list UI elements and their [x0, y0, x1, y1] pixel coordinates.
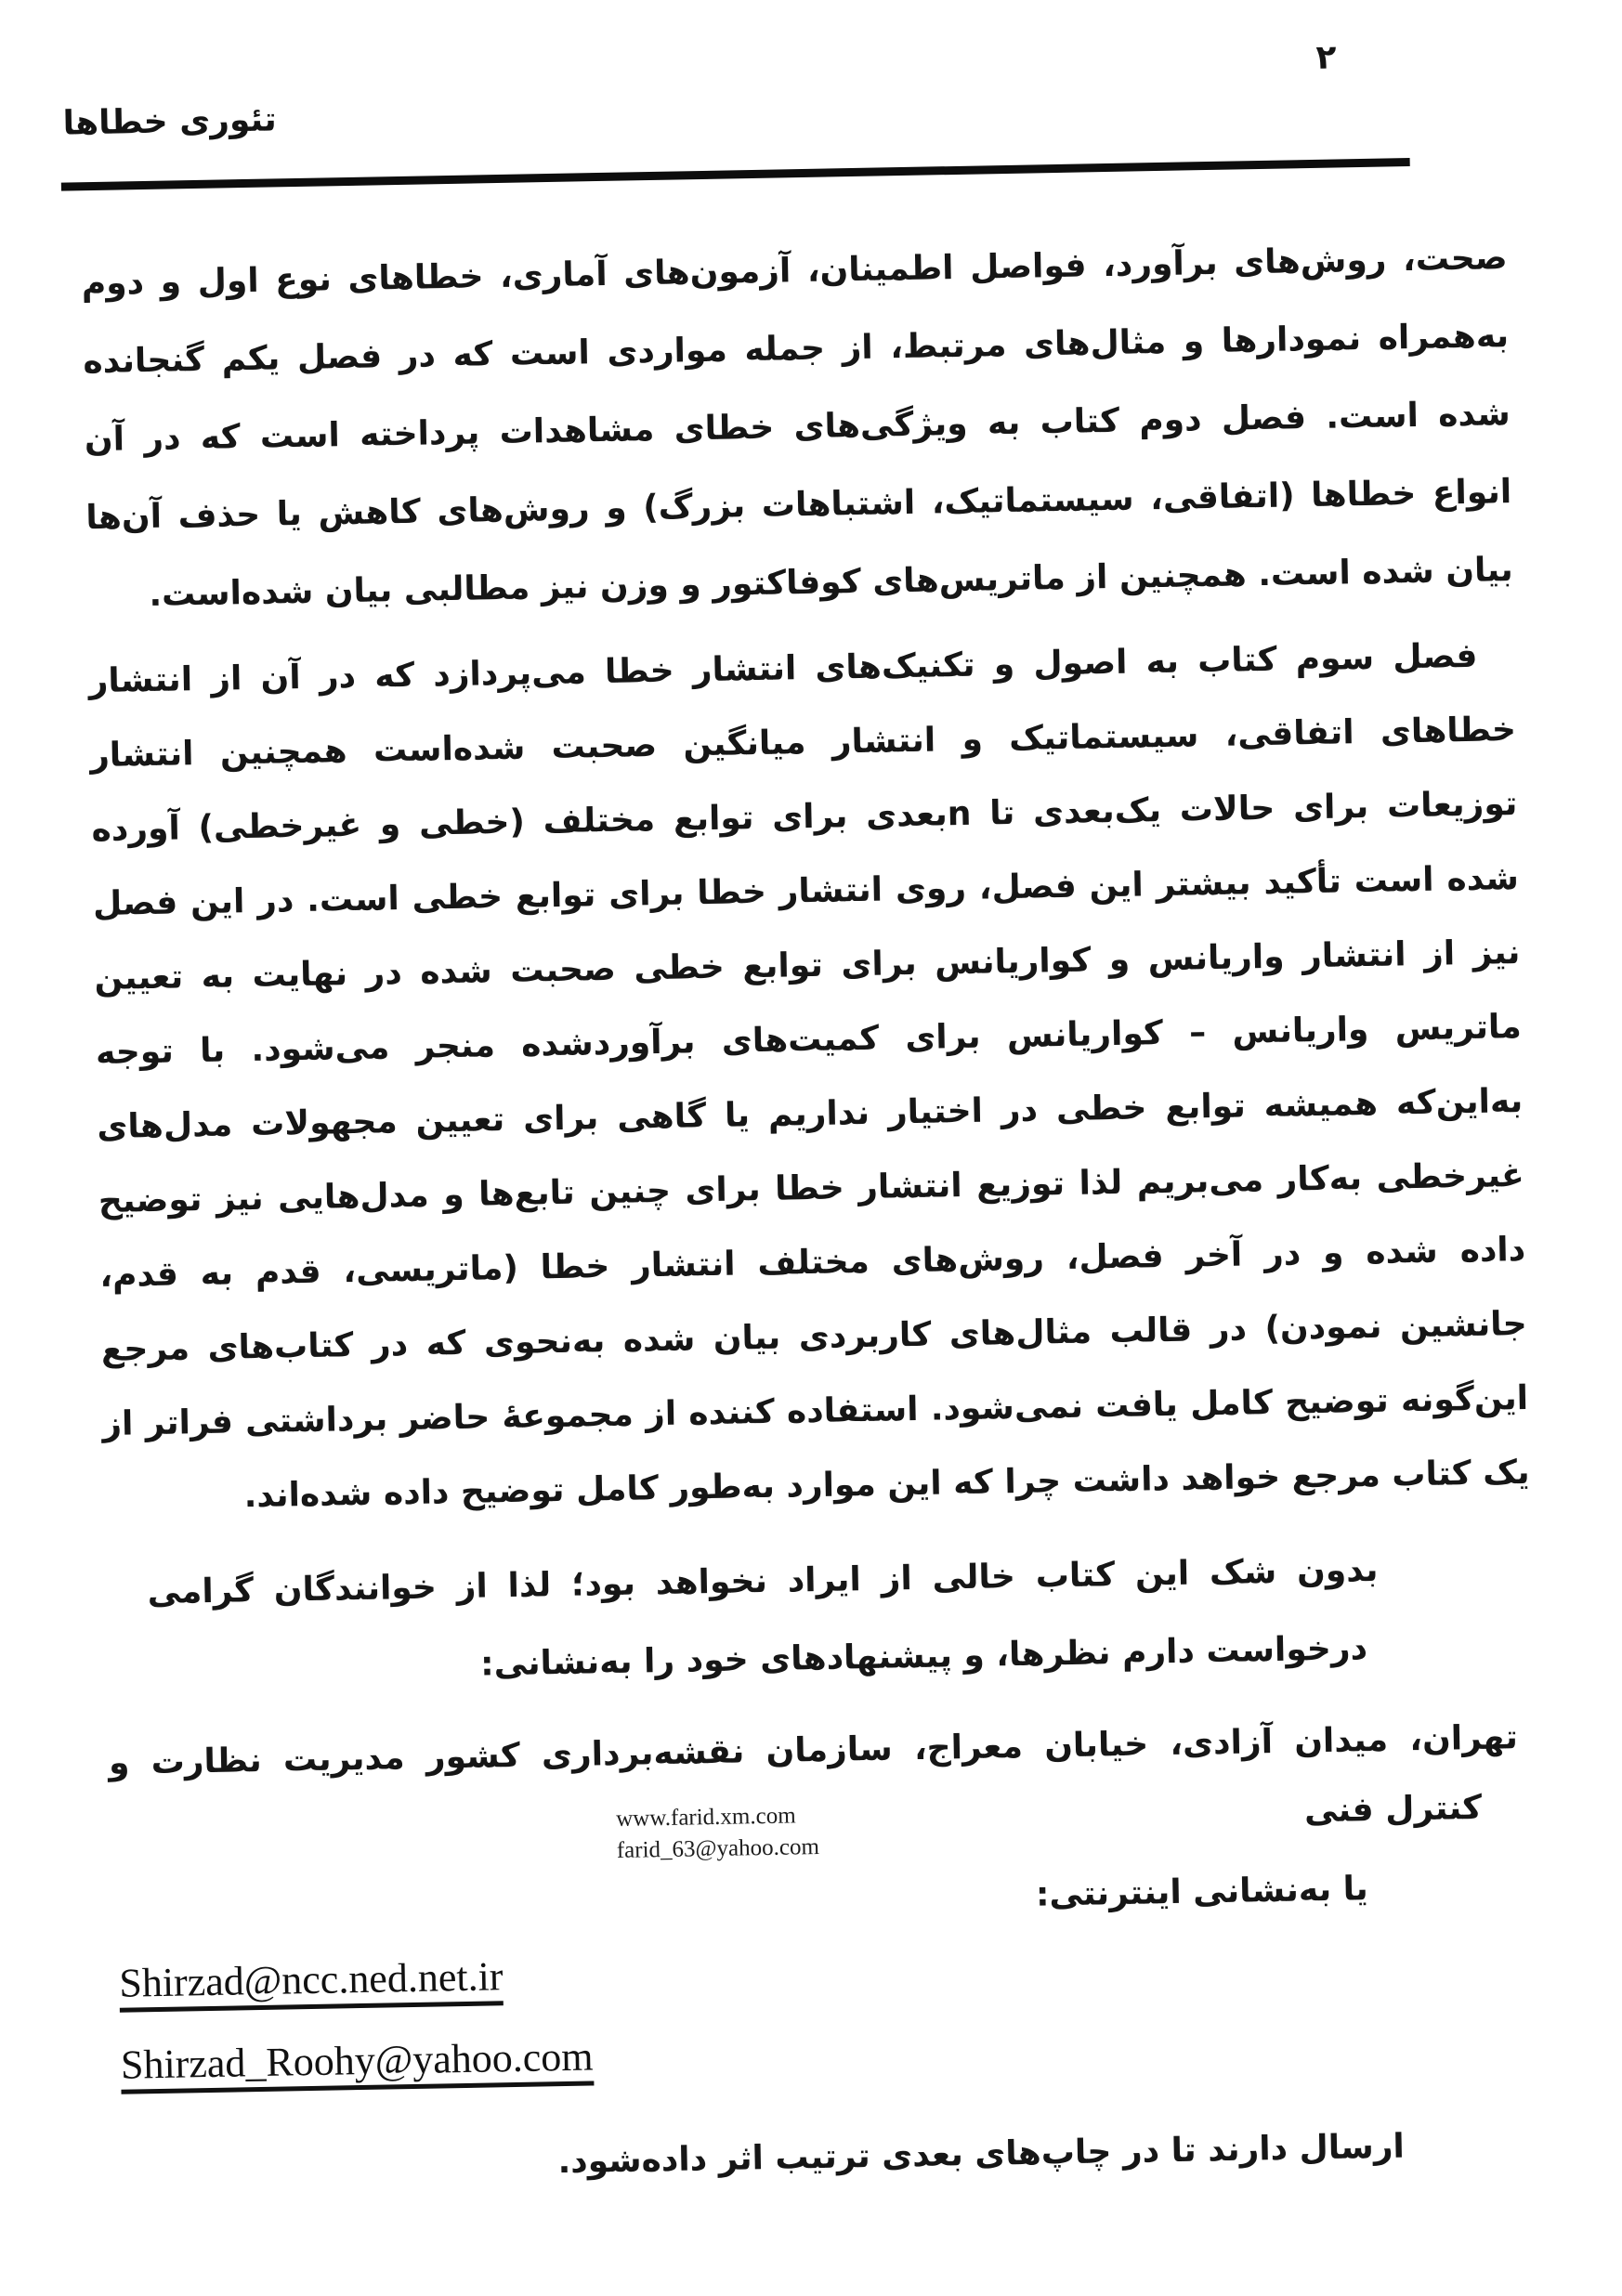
internet-label: یا به‌نشانی اینترنتی: — [1035, 1870, 1369, 1914]
email-address-2: Shirzad_Roohy@yahoo.com — [120, 2032, 594, 2094]
p2-line-8: غیرخطی به‌کار می‌بریم لذا توزیع انتشار خطا برای چنین تابع‌ها و مدل‌هایی نیز توضیح — [98, 1155, 1525, 1221]
closing-line: ارسال دارند تا در چاپ‌های بعدی ترتیب اثر داده‌شود. — [557, 2127, 1406, 2182]
running-header-title: تئوری خطاها — [62, 100, 278, 143]
p1-line-2: به‌همراه نمودارها و مثال‌های مرتبط، از جمله مواردی است که در فصل یکم گنجانده — [82, 317, 1510, 382]
page-number: ۲ — [1315, 38, 1337, 77]
p2-line-4: شده است تأکید بیشتر این فصل، روی انتشار خطا برای توابع خطی است. در این فصل — [92, 858, 1520, 924]
p1-line-5: بیان شده است. همچنین از ماتریس‌های کوفاکتور و وزن نیز مطالبی بیان شده‌است. — [148, 551, 1514, 614]
closing-block — [115, 2107, 1542, 2208]
p2-line-2: خطاهای اتفاقی، سیستماتیک و انتشار میانگین صحبت شده‌است همچنین انتشار — [89, 711, 1517, 776]
p2-line-6: ماتریس واریانس – کواریانس برای کمیت‌های برآوردشده منجر می‌شود. با توجه — [95, 1007, 1523, 1073]
p2-line-12: یک کتاب مرجع خواهد داشت چرا که این موارد به‌طور کامل توضیح داده شده‌اند. — [243, 1453, 1530, 1516]
p2-line-9: داده شده و در آخر فصل، روش‌های مختلف انتشار خطا (ماتریسی، قدم به قدم، — [99, 1230, 1526, 1296]
p2-line-11: این‌گونه توضیح کامل یافت نمی‌شود. استفاده کننده از مجموعهٔ حاضر برداشتی فراتر از — [101, 1378, 1529, 1444]
header-rule — [61, 158, 1410, 191]
p1-line-4: انواع خطاها (اتفاقی، سیستماتیک، اشتباهات بزرگ) و روش‌های کاهش یا حذف آن‌ها — [85, 473, 1512, 538]
p2-line-5: نیز از انتشار واریانس و کواریانس برای توابع خطی صحبت شده در نهایت به تعیین — [94, 933, 1521, 998]
web-note-email: farid_63@yahoo.com — [616, 1833, 820, 1863]
email-block — [119, 1950, 595, 2122]
paragraph-1 — [81, 219, 1513, 635]
paragraph-3 — [105, 1529, 1534, 1711]
p2-line-3: توزیعات برای حالات یک‌بعدی تا nبعدی برای توابع مختلف (خطی و غیرخطی) آورده — [91, 785, 1518, 850]
address-line-2: کنترل فنی — [1303, 1788, 1483, 1831]
p2-line-10: جانشین نمودن) در قالب مثال‌های کاربردی بیان شده به‌نحوی که در کتاب‌های مرجع — [100, 1304, 1527, 1370]
web-note-url: www.farid.xm.com — [615, 1803, 796, 1832]
web-note — [616, 1800, 819, 1867]
address-line-1: تهران، میدان آزادی، خیابان معراج، سازمان نقشه‌برداری کشور مدیریت نظارت و — [108, 1718, 1519, 1782]
email-line-2 — [120, 2032, 594, 2122]
p1-line-3: شده است. فصل دوم کتاب به ویژگی‌های خطای مشاهدات پرداخته است که در آن — [84, 395, 1511, 460]
p1-line-1: صحت، روش‌های برآورد، فواصل اطمینان، آزمون‌های آماری، خطاهای نوع اول و دوم — [81, 239, 1508, 304]
paragraph-2 — [88, 619, 1530, 1536]
email-line-1 — [119, 1950, 593, 2041]
p2-line-7: به‌این‌که همیشه توابع خطی در اختیار نداریم یا گاهی برای تعیین مجهولات مدل‌های — [97, 1081, 1524, 1147]
p3-line-1: بدون شک این کتاب خالی از ایراد نخواهد بود؛ لذا از خوانندگان گرامی — [147, 1550, 1379, 1612]
p3-line-2: درخواست دارم نظرها، و پیشنهادهای خود را به‌نشانی: — [479, 1629, 1368, 1684]
email-address-1: Shirzad@ncc.ned.net.ir — [119, 1952, 504, 2013]
p2-line-1: فصل سوم کتاب به اصول و تکنیک‌های انتشار خطا می‌پردازد که در آن از انتشار — [88, 636, 1478, 701]
